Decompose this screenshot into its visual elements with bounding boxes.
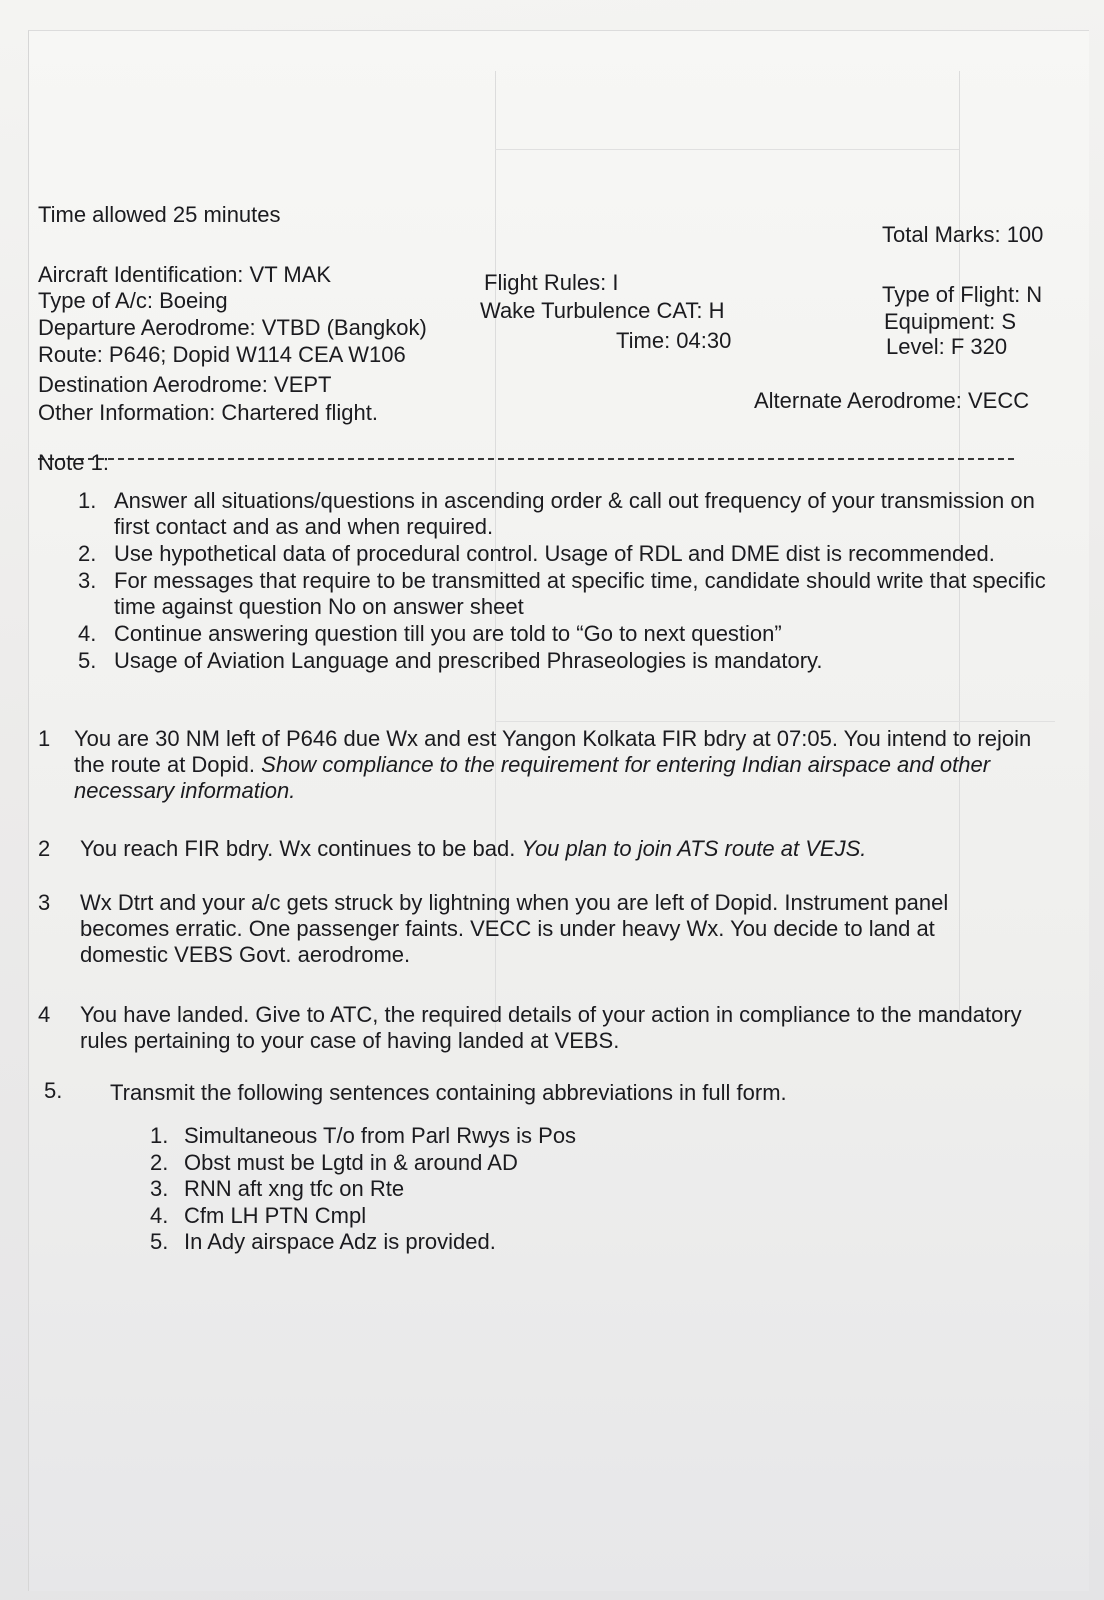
abbreviation-item-number: 3. bbox=[150, 1176, 169, 1201]
destination-aerodrome: Destination Aerodrome: VEPT bbox=[38, 372, 332, 397]
note-item-text: For messages that require to be transmitted at specific time, candidate should write that specific time against question No on answer sheet bbox=[114, 568, 1046, 619]
abbreviation-list bbox=[150, 1123, 576, 1256]
question-4 bbox=[38, 1002, 1058, 1058]
type-of-aircraft: Type of A/c: Boeing bbox=[38, 288, 228, 313]
type-of-flight: Type of Flight: N bbox=[882, 282, 1043, 307]
note-item bbox=[78, 621, 1058, 647]
alternate-aerodrome: Alternate Aerodrome: VECC bbox=[754, 388, 1030, 413]
note-item-number: 3. bbox=[78, 568, 97, 593]
question-text: You reach FIR bdry. Wx continues to be bad. bbox=[80, 836, 516, 861]
question-text: You have landed. Give to ATC, the required details of your action in compliance to the mandatory rules pertaining to your case of having landed at VEBS. bbox=[80, 1002, 1022, 1053]
abbreviation-item-text: RNN aft xng tfc on Rte bbox=[184, 1176, 405, 1201]
note-item bbox=[78, 488, 1058, 540]
abbreviation-item-text: In Ady airspace Adz is provided. bbox=[184, 1229, 496, 1254]
note-item-number: 4. bbox=[78, 621, 97, 646]
departure-aerodrome: Departure Aerodrome: VTBD (Bangkok) bbox=[38, 315, 427, 340]
note-item-number: 5. bbox=[78, 648, 97, 673]
aircraft-identification: Aircraft Identification: VT MAK bbox=[38, 262, 332, 287]
abbreviation-item-text: Simultaneous T/o from Parl Rwys is Pos bbox=[184, 1123, 577, 1148]
abbreviation-item-number: 5. bbox=[150, 1229, 169, 1254]
abbreviation-item bbox=[150, 1176, 576, 1203]
question-text: You are 30 NM left of P646 due Wx and est Yangon Kolkata FIR bdry at 07:05. You intend to rejoin the route at Dopid. bbox=[74, 726, 1032, 777]
note-item bbox=[78, 648, 1058, 674]
question-1 bbox=[38, 726, 1058, 810]
departure-time: Time: 04:30 bbox=[616, 328, 732, 353]
note-item bbox=[78, 541, 1058, 567]
equipment: Equipment: S bbox=[884, 309, 1017, 334]
question-number: 3 bbox=[38, 890, 51, 915]
abbreviation-item-number: 2. bbox=[150, 1149, 169, 1175]
wake-turbulence-category: Wake Turbulence CAT: H bbox=[480, 298, 725, 323]
show-through-line bbox=[495, 149, 959, 150]
note-item-text: Use hypothetical data of procedural control. Usage of RDL and DME dist is recommended. bbox=[114, 541, 995, 566]
abbreviation-item-text: Obst must be Lgtd in & around AD bbox=[184, 1149, 518, 1175]
question-5-number: 5. bbox=[44, 1078, 63, 1103]
question-text: Wx Dtrt and your a/c gets struck by lightning when you are left of Dopid. Instrument panel becomes erratic. One passenger faints. VECC is under heavy Wx. You decide to land at domestic VEBS Govt. aerodrome. bbox=[80, 890, 949, 967]
other-information: Other Information: Chartered flight. bbox=[38, 400, 378, 425]
cruising-level: Level: F 320 bbox=[886, 334, 1008, 359]
question-instruction: Show compliance to the requirement for entering Indian airspace and other necessary information. bbox=[74, 752, 991, 803]
abbreviation-item bbox=[150, 1150, 576, 1177]
note-item-text: Answer all situations/questions in ascending order & call out frequency of your transmission on first contact and as and when required. bbox=[114, 488, 1035, 539]
note-item-text: Continue answering question till you are told to “Go to next question” bbox=[114, 621, 782, 646]
route: Route: P646; Dopid W114 CEA W106 bbox=[38, 342, 406, 367]
question-number: 4 bbox=[38, 1002, 51, 1027]
note-item bbox=[78, 568, 1058, 620]
time-allowed: Time allowed 25 minutes bbox=[38, 202, 281, 227]
abbreviation-item-text: Cfm LH PTN Cmpl bbox=[184, 1202, 367, 1228]
abbreviation-item-number: 1. bbox=[150, 1123, 169, 1148]
question-2 bbox=[38, 836, 1058, 866]
show-through-line bbox=[495, 721, 1055, 722]
abbreviation-item bbox=[150, 1123, 576, 1150]
total-marks: Total Marks: 100 bbox=[882, 222, 1044, 247]
note-item-number: 1. bbox=[78, 488, 97, 513]
abbreviation-item bbox=[150, 1229, 576, 1256]
note-list bbox=[78, 488, 1058, 674]
question-3 bbox=[38, 890, 1058, 974]
note-item-number: 2. bbox=[78, 541, 97, 566]
note-item-text: Usage of Aviation Language and prescribed Phraseologies is mandatory. bbox=[114, 648, 823, 673]
question-number: 1 bbox=[38, 726, 51, 751]
question-number: 2 bbox=[38, 836, 51, 861]
flight-rules: Flight Rules: I bbox=[484, 270, 619, 295]
dashed-separator bbox=[38, 458, 1014, 460]
question-5-intro: Transmit the following sentences containing abbreviations in full form. bbox=[110, 1080, 787, 1105]
abbreviation-item bbox=[150, 1203, 576, 1230]
question-instruction: You plan to join ATS route at VEJS. bbox=[521, 836, 867, 861]
abbreviation-item-number: 4. bbox=[150, 1202, 169, 1228]
note-title: Note 1: bbox=[38, 450, 109, 475]
